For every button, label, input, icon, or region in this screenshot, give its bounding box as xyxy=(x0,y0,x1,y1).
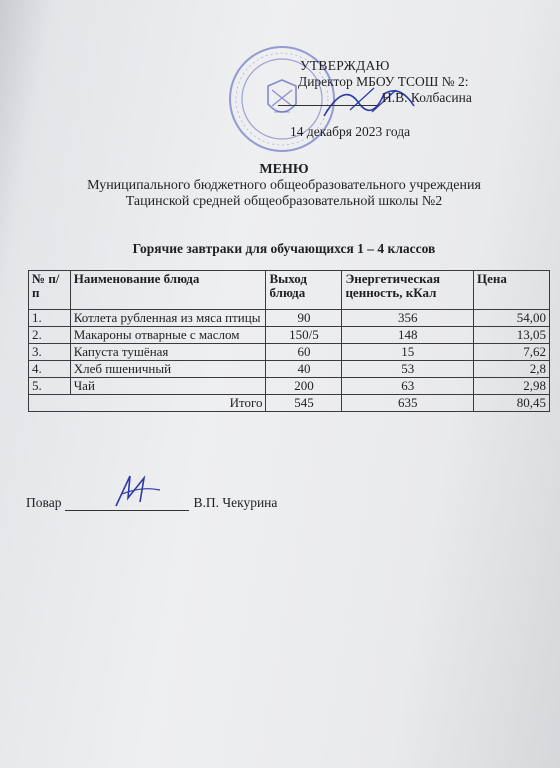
cell-name: Макароны отварные с маслом xyxy=(70,327,266,344)
org-line-1: Муниципального бюджетного общеобразовательного учреждения xyxy=(87,178,481,193)
total-output: 545 xyxy=(266,395,342,412)
cell-num: 2. xyxy=(29,327,71,344)
document-page xyxy=(14,6,554,766)
cell-energy: 148 xyxy=(342,327,474,344)
table-header-row xyxy=(29,271,550,310)
cell-energy: 15 xyxy=(342,344,474,361)
cook-label: Повар xyxy=(26,495,62,510)
header-output: Выход блюда xyxy=(266,271,342,310)
approval-date: 14 декабря 2023 года xyxy=(290,124,411,139)
cell-output: 40 xyxy=(266,361,342,378)
cell-price: 54,00 xyxy=(474,310,550,327)
cell-num: 3. xyxy=(29,344,71,361)
cell-num: 4. xyxy=(29,361,71,378)
table-row xyxy=(29,327,550,344)
total-energy: 635 xyxy=(342,395,474,412)
document-subtitle: Горячие завтраки для обучающихся 1 – 4 классов xyxy=(132,241,436,256)
cell-name: Чай xyxy=(70,378,266,395)
cell-name: Котлета рубленная из мяса птицы xyxy=(70,310,266,327)
cell-output: 150/5 xyxy=(266,327,342,344)
cell-name: Хлеб пшеничный xyxy=(70,361,266,378)
header-name: Наименование блюда xyxy=(70,271,266,310)
cell-price: 2,98 xyxy=(474,378,550,395)
table-row xyxy=(29,310,550,327)
cell-energy: 53 xyxy=(342,361,474,378)
total-price: 80,45 xyxy=(474,395,550,412)
cook-name: В.П. Чекурина xyxy=(193,495,278,510)
approval-signature-line xyxy=(278,90,538,106)
signature-line xyxy=(278,93,378,106)
approval-heading: УТВЕРЖДАЮ xyxy=(300,58,390,73)
cell-output: 200 xyxy=(266,378,342,395)
cell-energy: 356 xyxy=(342,310,474,327)
header-price: Цена xyxy=(474,271,550,310)
document-title: МЕНЮ xyxy=(259,162,309,177)
cook-line xyxy=(26,495,277,511)
approval-position: Директор МБОУ ТСОШ № 2: xyxy=(298,74,469,89)
cell-price: 13,05 xyxy=(474,327,550,344)
cell-output: 90 xyxy=(266,310,342,327)
header-num: № п/п xyxy=(29,271,71,310)
org-line-2: Тацинской средней общеобразовательной школы №2 xyxy=(125,194,443,209)
table-row xyxy=(29,361,550,378)
document-title-block xyxy=(14,162,554,210)
cook-signature-line xyxy=(65,498,189,511)
cell-energy: 63 xyxy=(342,378,474,395)
cell-output: 60 xyxy=(266,344,342,361)
cell-num: 1. xyxy=(29,310,71,327)
cell-price: 7,62 xyxy=(474,344,550,361)
menu-table xyxy=(28,270,550,412)
table-row xyxy=(29,378,550,395)
cell-price: 2,8 xyxy=(474,361,550,378)
approval-name: Н.В. Колбасина xyxy=(382,90,472,105)
total-label: Итого xyxy=(29,395,266,412)
table-total-row xyxy=(29,395,550,412)
header-energy: Энергетическая ценность, кКал xyxy=(342,271,474,310)
table-row xyxy=(29,344,550,361)
approval-block xyxy=(288,58,538,140)
cell-num: 5. xyxy=(29,378,71,395)
cell-name: Капуста тушёная xyxy=(70,344,266,361)
